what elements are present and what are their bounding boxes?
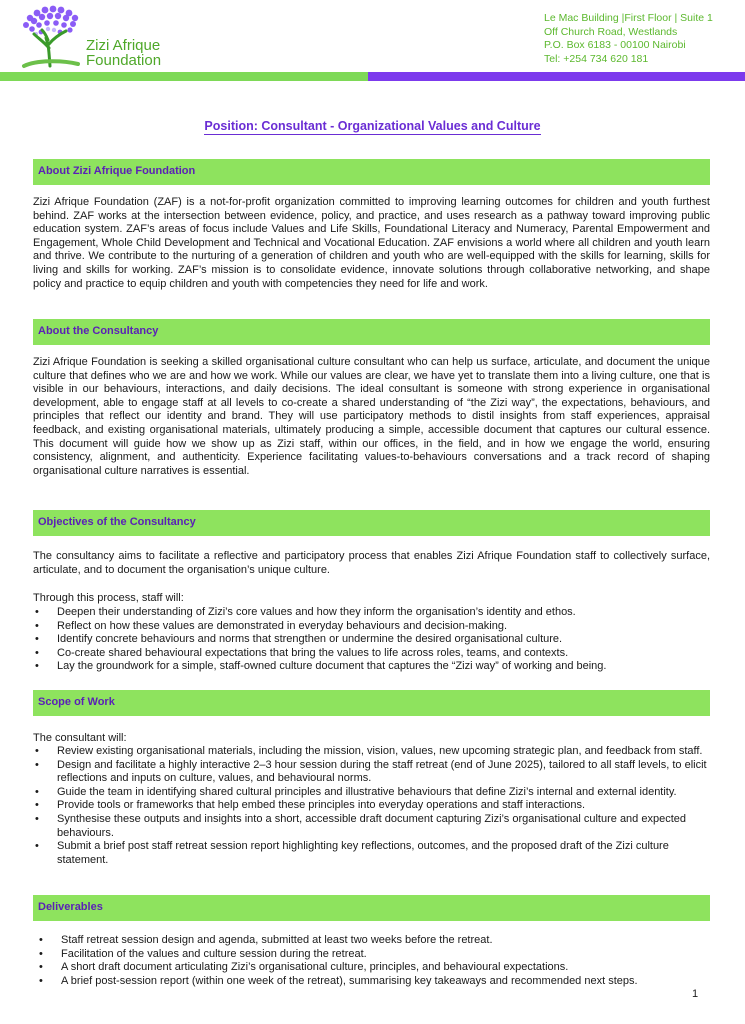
section-heading-scope: Scope of Work — [33, 690, 710, 716]
about-consultancy-paragraph: Zizi Afrique Foundation is seeking a skilled organisational culture consultant who can help us surface, articulate, and document the unique culture that defines who we are and how we work. While our values are clear, we have yet to translate them into a living culture, one that is visible in our behaviours, interactions, and daily decisions. The ideal consultant is someone with strong experience in organisational development, able to engage staff at all levels to co-create a shared understanding of “the Zizi way”, the expectations, behaviours, and principles that reflect our identity and brand. They will use participatory methods to distil insights from staff experiences, appraisal feedback, and existing organisational materials, ultimately producing a simple, accessible document that captures our cultural essence. This document will guide how we show up as Zizi staff, within our offices, in the field, and in how we engage the world, ensuring consistency, alignment, and authenticity. Experience facilitating values-to-behaviours conversations and a track record of shaping organisational culture narratives is essential. — [33, 356, 710, 477]
page-number: 1 — [692, 988, 699, 1000]
scope-list — [33, 745, 710, 867]
address-line: Le Mac Building |First Floor | Suite 1 — [544, 12, 713, 24]
address-line: Off Church Road, Westlands — [544, 25, 678, 38]
phone-line: Tel: +254 734 620 181 — [544, 52, 649, 65]
objectives-lead: Through this process, staff will: — [33, 592, 184, 604]
list-item: • Lay the groundwork for a simple, staff-owned culture document that captures the “Zizi way” of working and being. — [35, 660, 607, 673]
list-item: • A short draft document articulating Zizi’s organisational culture, principles, and behavioural expectations. — [39, 961, 569, 974]
organization-logo-text: Zizi Afrique Foundation — [86, 37, 162, 69]
section-heading-about-consultancy: About the Consultancy — [33, 319, 710, 345]
po-box-line: P.O. Box 6183 - 00100 Nairobi — [544, 39, 686, 51]
list-item: • Provide tools or frameworks that help embed these principles into everyday operations and staff interactions. — [35, 799, 586, 812]
deliverables-list — [33, 934, 710, 988]
objectives-intro: The consultancy aims to facilitate a reflective and participatory process that enables Zizi Afrique Foundation staff to collectively surface, articulate, and to document the organisation’s unique culture. — [33, 550, 710, 576]
header-color-bar — [0, 72, 745, 81]
list-item: • Staff retreat session design and agenda, submitted at least two weeks before the retreat. — [39, 934, 493, 946]
list-item: • Synthesise these outputs and insights into a short, accessible draft document capturing Zizi’s organisational culture and expected behaviours. — [35, 812, 686, 839]
list-item: • Review existing organisational materials, including the mission, vision, values, new upcoming strategic plan, and feedback from staff. — [35, 745, 703, 757]
contact-block — [544, 12, 713, 66]
list-item: • Design and facilitate a highly interactive 2–3 hour session during the staff retreat (end of June 2025), tailored to all staff levels, to elicit reflections and inputs on culture, values, and behavioural norms. — [35, 758, 707, 785]
section-heading-deliverables: Deliverables — [33, 895, 710, 921]
list-item: • Guide the team in identifying shared cultural principles and illustrative behaviours that define Zizi’s internal and external identity. — [35, 785, 677, 798]
logo — [16, 4, 186, 70]
list-item: • Submit a brief post staff retreat session report highlighting key reflections, outcomes, and the proposed draft of the Zizi culture statement. — [35, 840, 669, 866]
about-zaf-paragraph: Zizi Afrique Foundation (ZAF) is a not-for-profit organization committed to improving learning outcomes for children and youth furthest behind. ZAF works at the intersection between evidence, policy, and practice, and uses research as a pathway toward improving public education system. ZAF’s areas of focus include Values and Life Skills, Foundational Literacy and Numeracy, Parental Empowerment and Engagement, Whole Child Development and Technical and Vocational Education. ZAF envisions a world where all children and youth learn and thrive. We contribute to the nurturing of a generation of children and youth who are well-equipped with the skills for learning, skills for living and skills for working. ZAF’s mission is to consolidate evidence, innovate solutions through collaborative networking, and shape policy and practice to equip children and youth with competencies they need for life and work. — [33, 196, 710, 290]
letterhead — [0, 0, 745, 82]
list-item: • A brief post-session report (within one week of the retreat), summarising key takeaways and recommended next steps. — [39, 974, 638, 987]
section-heading-objectives: Objectives of the Consultancy — [33, 510, 710, 536]
list-item: • Deepen their understanding of Zizi’s core values and how they inform the organisation’s identity and ethos. — [35, 606, 576, 618]
tree-logo-icon — [16, 4, 86, 70]
list-item: • Co-create shared behavioural expectations that bring the values to life across roles, teams, and contexts. — [35, 646, 569, 659]
list-item: • Reflect on how these values are demonstrated in everyday behaviours and decision-making. — [35, 619, 508, 632]
list-item: • Identify concrete behaviours and norms that strengthen or undermine the desired organisational culture. — [35, 633, 563, 646]
list-item: • Facilitation of the values and culture session during the retreat. — [39, 947, 367, 960]
purple-bar — [368, 72, 745, 81]
objectives-list — [33, 606, 710, 674]
position-title: Position: Consultant - Organizational Values and Culture — [204, 119, 541, 133]
section-heading-about-zaf: About Zizi Afrique Foundation — [33, 159, 710, 185]
scope-lead: The consultant will: — [33, 732, 127, 744]
green-bar — [0, 72, 368, 81]
